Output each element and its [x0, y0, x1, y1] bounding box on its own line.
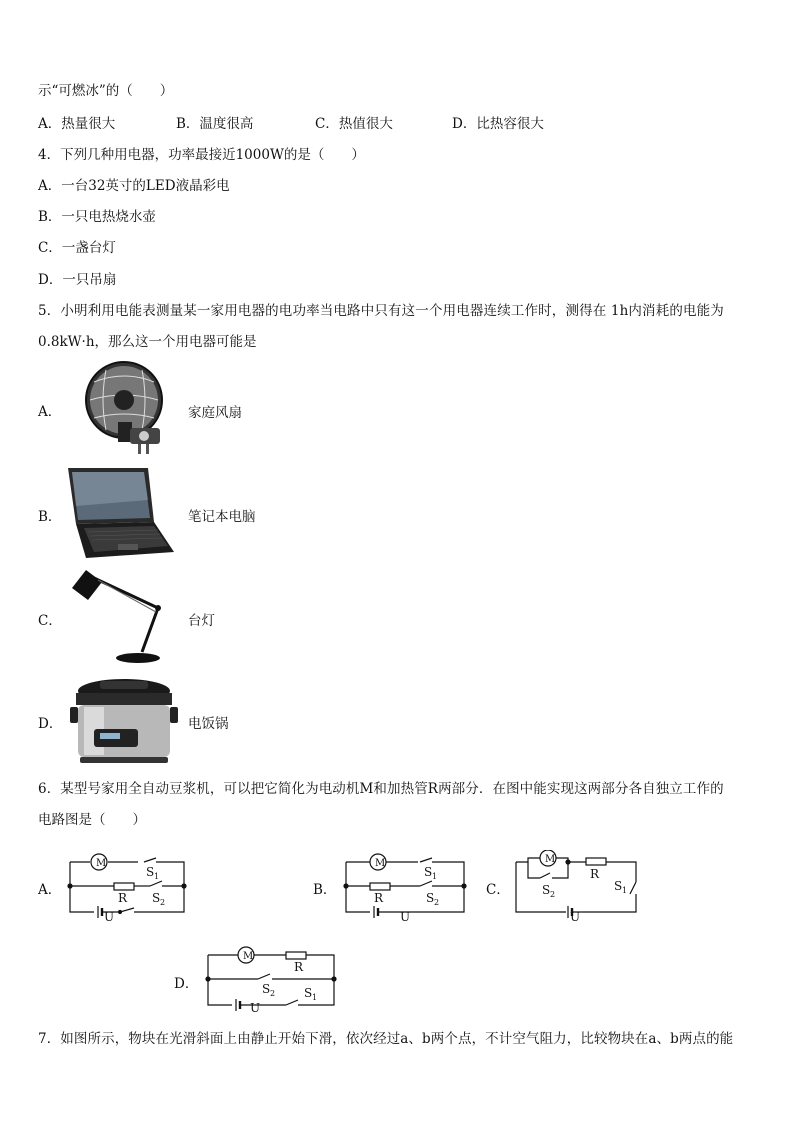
symbol-sub-2: 2 [434, 898, 440, 907]
symbol-sub-2: 2 [270, 989, 276, 998]
symbol-switch-1: S [424, 865, 433, 879]
q5-option-a-letter: A． [38, 404, 62, 420]
symbol-resistor: R [374, 891, 384, 905]
symbol-source: U [570, 910, 581, 922]
symbol-motor: M [545, 854, 556, 865]
symbol-sub-1: 1 [622, 886, 628, 895]
q4-option-c: C．一盏台灯 [38, 240, 116, 256]
q6-stem-line1: 6．某型号家用全自动豆浆机，可以把它简化为电动机M和加热管R两部分．在图中能实现这两部分各自独立工作的 [38, 781, 724, 797]
symbol-switch-2: S [542, 883, 551, 897]
fan-icon [80, 360, 180, 460]
symbol-source: U [250, 1001, 261, 1013]
symbol-switch-1: S [146, 865, 155, 879]
q4-stem: 4．下列几种用电器，功率最接近1000W的是（ ） [38, 147, 365, 163]
q7-stem: 7．如图所示，物块在光滑斜面上由静止开始下滑，依次经过a、b两个点，不计空气阻力，比较物块在a、b两点的能 [38, 1031, 734, 1047]
q5-option-b-text: 笔记本电脑 [188, 509, 256, 525]
symbol-resistor: R [294, 960, 304, 974]
symbol-switch-2: S [152, 891, 161, 905]
q3-stem-tail: 示“可燃冰”的（ ） [38, 83, 174, 99]
q3-option-b: B．温度很高 [176, 116, 254, 132]
q3-option-d: D．比热容很大 [452, 116, 544, 132]
q5-option-d-letter: D． [38, 716, 63, 732]
q5-stem-line2: 0.8kW·h，那么这一个用电器可能是 [38, 334, 257, 350]
symbol-source: U [400, 910, 411, 922]
desk-lamp-icon [68, 568, 168, 670]
q3-option-a: A．热量很大 [38, 116, 116, 132]
q6-option-c-letter: C． [486, 882, 510, 898]
q5-stem-line1: 5．小明利用电能表测量某一家用电器的电功率当电路中只有这一个用电器连续工作时，测得在 1h内消耗的电能为 [38, 303, 724, 319]
q6-option-a-letter: A． [38, 882, 62, 898]
circuit-diagram-a [64, 850, 194, 926]
q6-option-d-letter: D． [174, 976, 199, 992]
q3-option-c: C．热值很大 [315, 116, 393, 132]
symbol-switch-1: S [614, 879, 623, 893]
symbol-sub-1: 1 [154, 872, 160, 881]
rice-cooker-icon [70, 677, 180, 769]
symbol-switch-2: S [262, 982, 271, 996]
symbol-motor: M [243, 951, 254, 962]
q5-option-c-text: 台灯 [188, 613, 215, 629]
symbol-source: U [104, 910, 115, 922]
laptop-icon [64, 466, 176, 564]
symbol-motor: M [375, 858, 386, 869]
symbol-sub-1: 1 [432, 872, 438, 881]
q5-option-b-letter: B． [38, 509, 62, 525]
symbol-switch-1: S [304, 986, 313, 1000]
q5-option-c-letter: C． [38, 613, 62, 629]
q6-stem-line2: 电路图是（ ） [38, 812, 146, 828]
q4-option-d: D．一只吊扇 [38, 272, 117, 288]
q4-option-a: A．一台32英寸的LED液晶彩电 [38, 178, 230, 194]
circuit-diagram-d [202, 945, 342, 1017]
q5-option-a-text: 家庭风扇 [188, 405, 242, 421]
symbol-motor: M [96, 858, 107, 869]
circuit-diagram-b [340, 850, 472, 926]
q6-option-b-letter: B． [313, 882, 337, 898]
circuit-diagram-c [510, 850, 644, 926]
symbol-sub-1: 1 [312, 993, 318, 1002]
q5-option-d-text: 电饭锅 [188, 716, 229, 732]
symbol-resistor: R [118, 891, 128, 905]
symbol-sub-2: 2 [160, 898, 166, 907]
symbol-switch-2: S [426, 891, 435, 905]
symbol-sub-2: 2 [550, 890, 556, 899]
q4-option-b: B．一只电热烧水壶 [38, 209, 156, 225]
symbol-resistor: R [590, 867, 600, 881]
